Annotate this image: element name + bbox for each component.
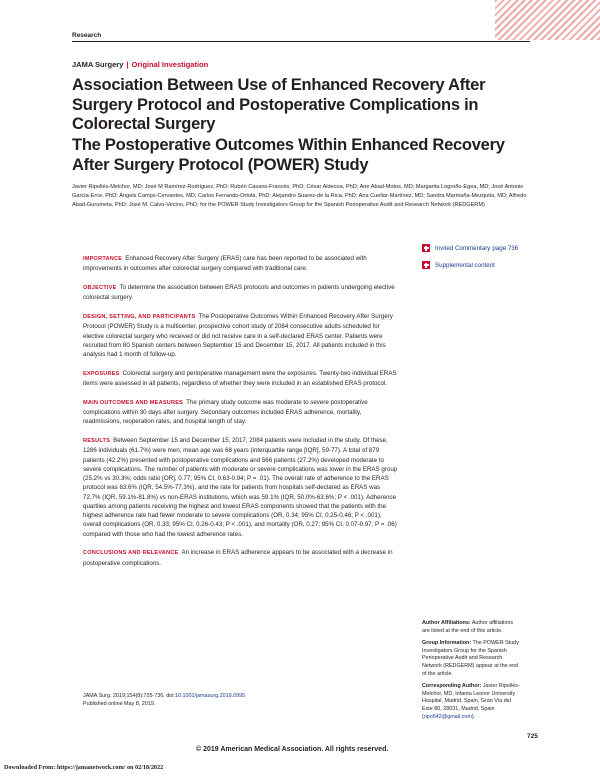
journal-kicker [72,60,208,69]
abstract-heading: IMPORTANCE [83,256,123,262]
kicker-separator: | [126,60,129,69]
abstract-text: The primary study outcome was moderate to severe postoperative complications within 30 days after surgery. Secondary outcomes included ERAS adherence, mortality, readmissions, reoperation rates, and hospital length of stay. [83,398,368,426]
article-subtitle: The Postoperative Outcomes Within Enhanced Recovery After Surgery Protocol (POWER) Study [72,136,505,174]
plus-icon [422,244,430,252]
supplemental-content-link[interactable] [422,261,542,269]
abstract-heading: OBJECTIVE [83,285,117,291]
abstract-conclusions [83,548,399,568]
group-information [422,640,522,678]
copyright: © 2019 American Medical Association. All rights reserved. [196,746,389,753]
citation-line [83,692,399,700]
abstract-heading: CONCLUSIONS AND RELEVANCE [83,550,179,557]
abstract-design [83,312,399,359]
plus-icon [422,261,430,269]
abstract-outcomes [83,398,399,427]
sidebar-links [422,244,542,278]
article-type: Original Investigation [131,60,209,69]
corresponding-author [422,683,522,721]
invited-commentary-label[interactable]: Invited Commentary [435,244,491,252]
supplemental-content-label[interactable]: Supplemental content [435,261,495,269]
journal-name: JAMA Surgery [72,60,124,69]
download-notice: Downloaded From: https://jamanetwork.com/ on 02/18/2022 [4,764,164,771]
page-number: 725 [527,733,538,740]
corresponding-email-link[interactable]: ripo542@gmail.com [423,713,472,720]
abstract-text: Colorectal surgery and perioperative management were the exposures. Twenty-two individual ERAS items were assessed in all patients, regardless of whether they were included in an established ERAS protocol. [83,369,397,387]
abstract-heading: DESIGN, SETTING, AND PARTICIPANTS [83,314,196,320]
affiliations [422,620,522,726]
corresponding-text: Javier Ripollés-Melchor, MD, Infanta Leonor University Hospital, Madrid, Spain, Gran Vía del Este 80, 28031, Madrid, Spain ( [422,683,520,720]
abstract-text: Enhanced Recovery After Surgery (ERAS) care has been reported to be associated with improvements in outcomes after colorectal surgery compared with traditional care. [83,255,367,273]
affiliations-label: Author Affiliations: [422,620,471,626]
citation-ref: JAMA Surg. 2019;154(8):725-736. doi: [83,693,175,699]
group-label: Group Information: [422,640,472,647]
abstract [83,254,399,577]
abstract-text: The Postoperative Outcomes Within Enhanced Recovery After Surgery Protocol (POWER) Study is a multicenter, prospective cohort study of 2084 consecutive adults scheduled for elective colorectal surgery who received or did not receive care in a self-declared ERAS center. Patients were recruited from 80 Spanish centers between September 15 and December 15, 2017. All patients included in this analysis had 1 month of follow-up. [83,313,393,358]
doi-link[interactable]: 10.1001/jamasurg.2019.0995 [175,693,246,699]
affiliations-text: Author affiliations are listed at the end of this article. [422,620,514,634]
invited-commentary-link[interactable] [422,244,542,252]
header-rule [72,41,530,42]
abstract-heading: RESULTS [83,438,111,444]
citation [83,692,399,708]
abstract-text: Between September 15 and December 15, 2017, 2084 patients were included in the study. Of these, 1286 individuals (61.7%) were men; mean age was 68 years (interquartile range [IQR], 59-77). A total of 879 patients (42.2%) presented with postoperative complications and 566 patients (27.2%) developed moderate to severe complications. The number of patients with moderate or severe complications was lower in the ERAS group (25.2% vs 30.3%; odds ratio [OR], 0.77; 95% CI, 0.63-0.94; P = .01). The overall rate of adherence to the ERAS protocol was 63.6% (IQR, 54.5%-77.3%), and the rate for patients from hospitals self-declared as ERAS was 72.7% (IQR, 59.1%-81.8%) vs non-ERAS institutions, which was 59.1% (IQR, 50.0%-63.6%; P < .001). Adherence quartiles among patients receiving the highest and lowest ERAS components showed that the patients with the highest adherence rate had fewer moderate to severe complications (OR, 0.34; 95% CI, 0.25-0.46; P < .001), overall complications (OR, 0.33; 95% CI, 0.26-0.43; P < .001), and mortality (OR, 0.27; 95% CI, 0.07-0.97; P = .06) compared with those who had the lowest adherence rates. [83,437,398,538]
abstract-importance [83,254,399,274]
abstract-text: An increase in ERAS adherence appears to be associated with a decrease in postoperative complications. [83,549,393,567]
section-label: Research [72,32,102,39]
abstract-exposures [83,369,399,389]
abstract-heading: MAIN OUTCOMES AND MEASURES [83,399,184,406]
published-date: Published online May 8, 2019. [83,701,156,707]
invited-commentary-page[interactable]: page 736 [492,244,519,252]
corresponding-label: Corresponding Author: [422,683,482,690]
group-text: The POWER Study Investigators Group for the Spanish Perioperative Audit and Research Network (REDGERM) appear at the end of the article. [422,640,519,677]
abstract-text: To determine the association between ERAS protocols and outcomes in patients undergoing elective colorectal surgery. [83,284,395,302]
author-affiliations [422,620,522,635]
author-list: Javier Ripollés-Melchor, MD; José M Ramírez-Rodríguez, PhD; Rubén Casans-Francés, PhD; César Aldecoa, PhD; Ane Abad-Motos, MD; Margarita Logroño-Egea, MD; José Antonio García-Erce, PhD; Ángels Camps-Cervantes, MD; Carlos Ferrando-Ortolá, PhD; Alejandro Suarez-de la Rica, PhD; Ana Cuellar-Martínez, MD; Sandra Marmaña-Mezquita, MD; Alfredo Abad-Gurumeta, PhD; José M. Calvo-Vecino, PhD; for the POWER Study Investigators Group for the Spanish Perioperative Audit and Research Network (REDGERM) [72,184,527,208]
abstract-results [83,436,399,539]
header-stripes-decoration [495,0,600,40]
corresponding-close: ). [471,713,476,720]
abstract-objective [83,283,399,303]
abstract-heading: EXPOSURES [83,370,120,377]
article-title: Association Between Use of Enhanced Recovery After Surgery Protocol and Postoperative Complications in Colorectal Surgery [72,76,486,133]
